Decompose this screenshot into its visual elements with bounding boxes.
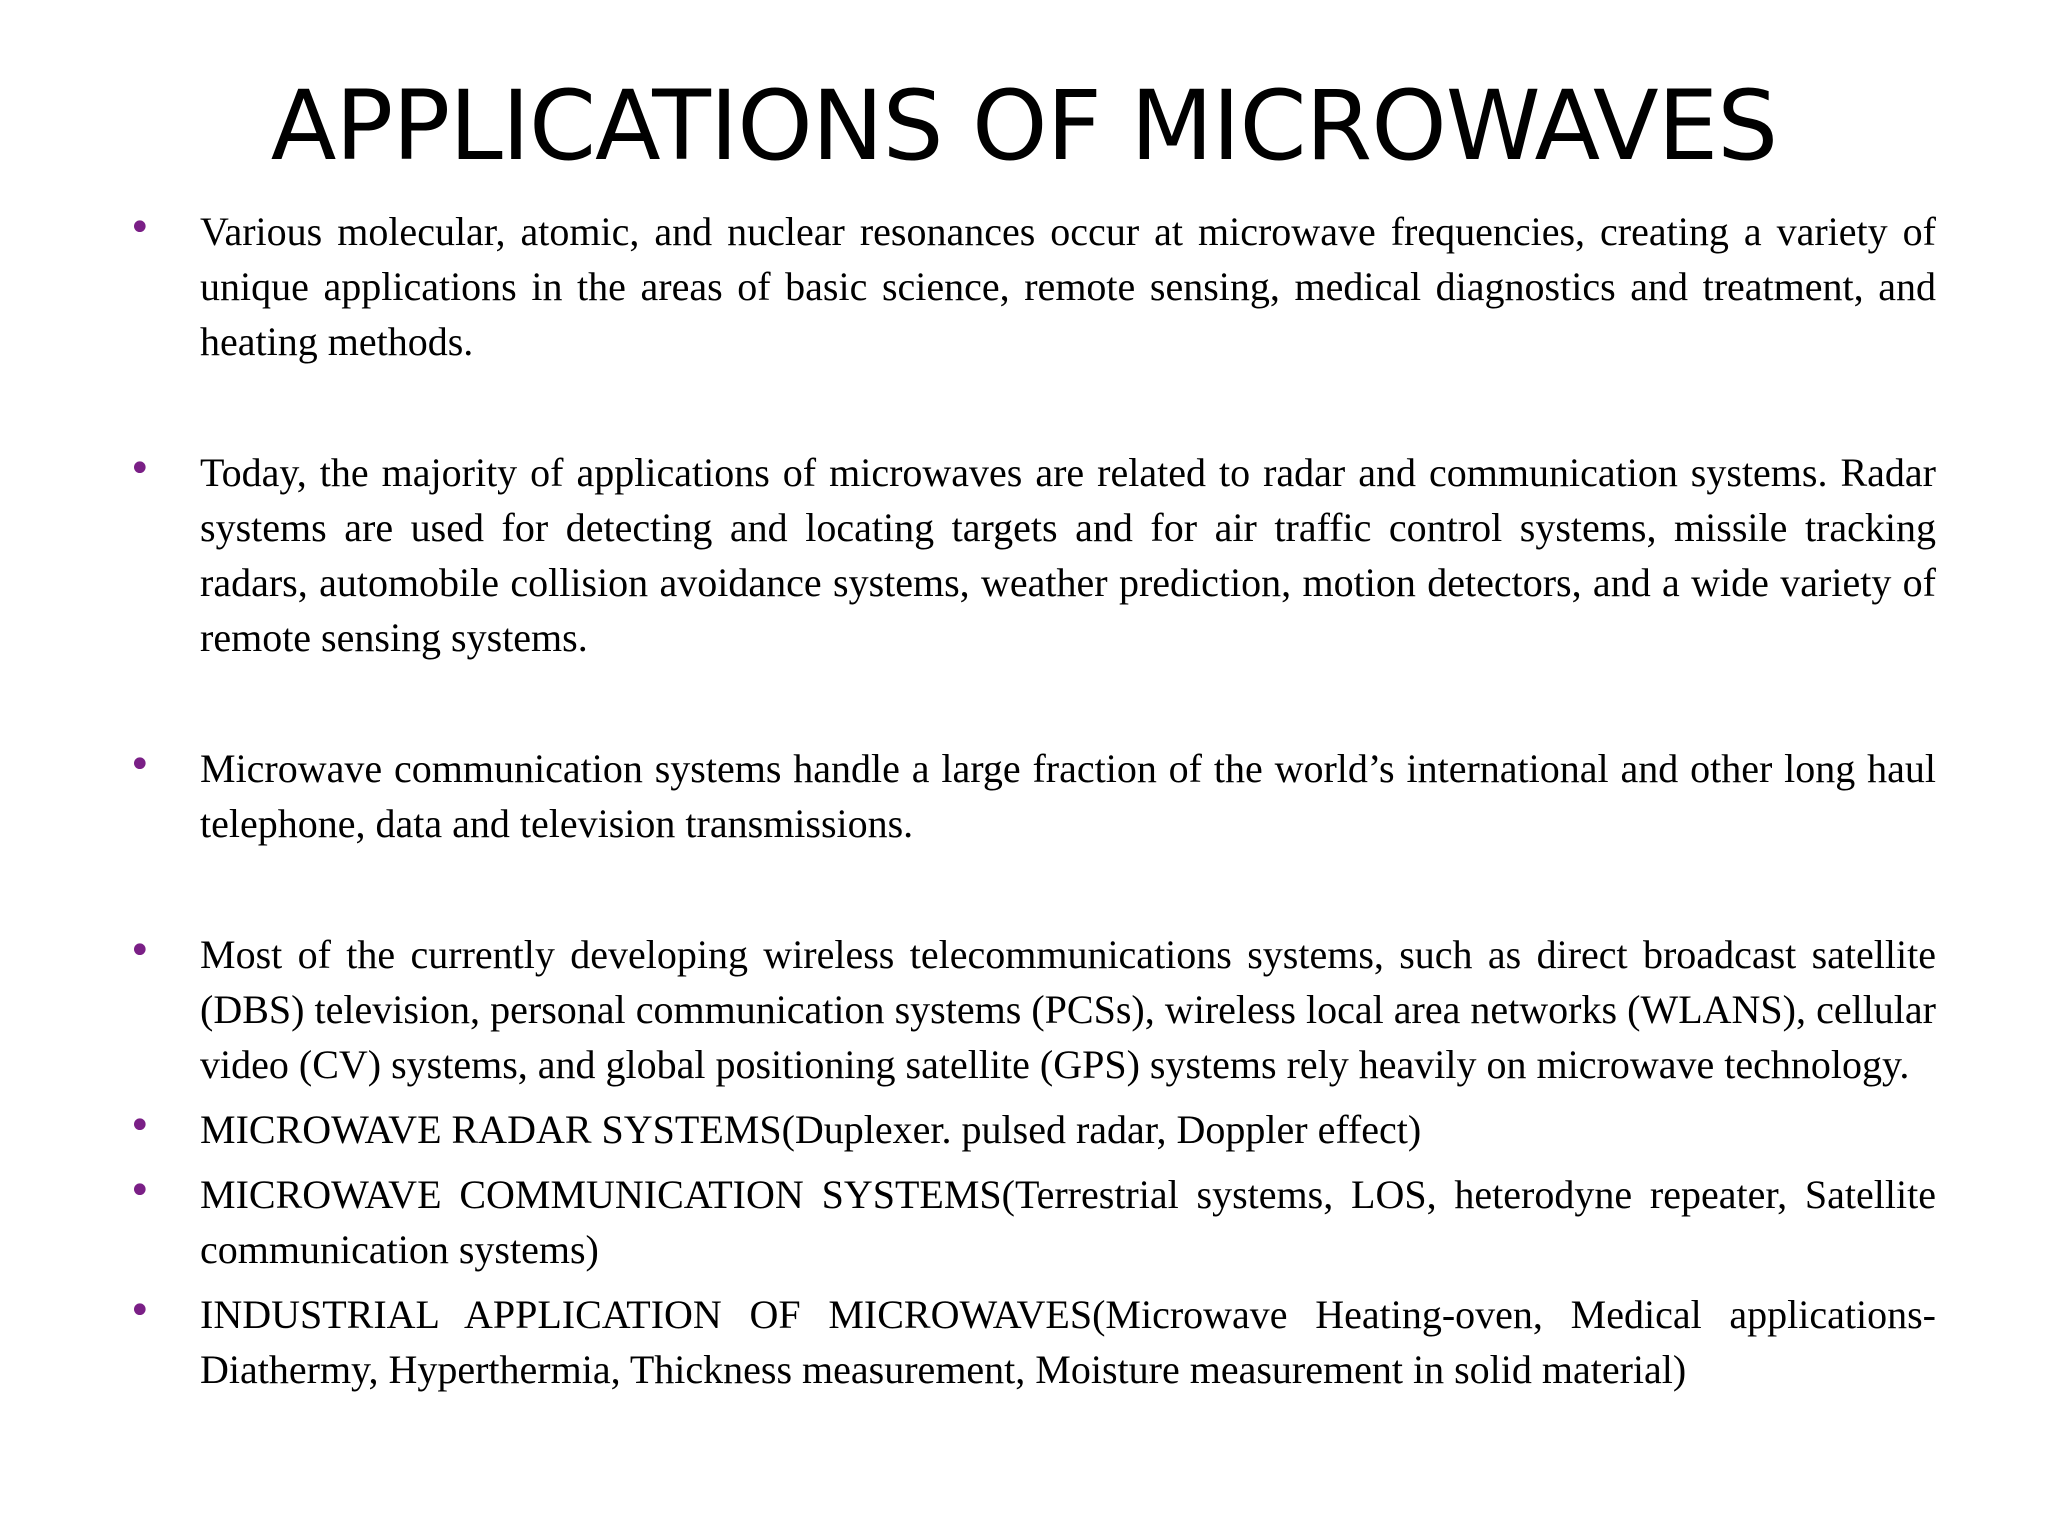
- bullet-text: MICROWAVE COMMUNICATION SYSTEMS(Terrestrial systems, LOS, heterodyne repeater, Satellite communication systems): [200, 1172, 1936, 1272]
- bullet-list: [128, 204, 1936, 1397]
- bullet-dot-icon: •: [128, 205, 152, 251]
- slide-title: APPLICATIONS OF MICROWAVES: [270, 70, 1778, 182]
- bullet-item: [128, 1167, 1936, 1277]
- bullet-item: [128, 445, 1936, 665]
- bullet-item: [128, 927, 1936, 1092]
- bullet-item: [128, 1287, 1936, 1397]
- bullet-text: Various molecular, atomic, and nuclear resonances occur at microwave frequencies, creating a variety of unique applications in the areas of basic science, remote sensing, medical diagnostics and treatment, and heating methods.: [200, 209, 1936, 364]
- bullet-dot-icon: •: [128, 446, 152, 492]
- bullet-text: INDUSTRIAL APPLICATION OF MICROWAVES(Microwave Heating-oven, Medical applications-Diathermy, Hyperthermia, Thickness measurement, Moisture measurement in solid material): [200, 1292, 1936, 1392]
- bullet-text: Today, the majority of applications of microwaves are related to radar and communication systems. Radar systems are used for detecting and locating targets and for air traffic control systems, missile tracking radars, automobile collision avoidance systems, weather prediction, motion detectors, and a wide variety of remote sensing systems.: [200, 450, 1936, 660]
- bullet-dot-icon: •: [128, 742, 152, 788]
- bullet-item: [128, 1102, 1936, 1157]
- bullet-text: MICROWAVE RADAR SYSTEMS(Duplexer. pulsed radar, Doppler effect): [200, 1107, 1422, 1152]
- bullet-text: Microwave communication systems handle a large fraction of the world’s international and other long haul telephone, data and television transmissions.: [200, 746, 1936, 846]
- bullet-item: [128, 204, 1936, 369]
- bullet-dot-icon: •: [128, 1288, 152, 1334]
- bullet-text: Most of the currently developing wireless telecommunications systems, such as direct broadcast satellite (DBS) television, personal communication systems (PCSs), wireless local area networks (WLANS), cellular video (CV) systems, and global positioning satellite (GPS) systems rely heavily on microwave technology.: [200, 932, 1936, 1087]
- bullet-dot-icon: •: [128, 1168, 152, 1214]
- bullet-dot-icon: •: [128, 928, 152, 974]
- bullet-item: [128, 741, 1936, 851]
- bullet-dot-icon: •: [128, 1103, 152, 1149]
